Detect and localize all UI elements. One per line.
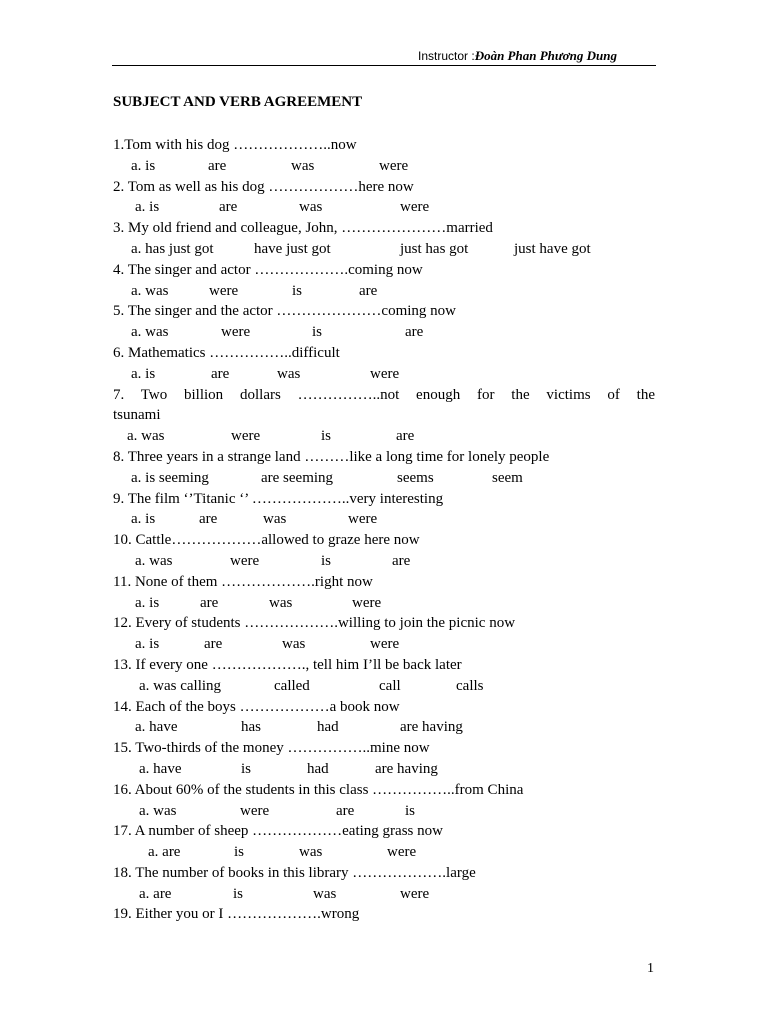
- answer-option: are: [359, 282, 378, 299]
- answer-option: are: [219, 199, 238, 216]
- answer-option: was: [282, 636, 306, 653]
- answer-option: calls: [456, 677, 484, 694]
- answer-option: had: [317, 719, 339, 736]
- question-text: 2. Tom as well as his dog ………………here now: [113, 178, 414, 195]
- answer-option: seem: [492, 469, 523, 486]
- answer-option: is: [321, 552, 332, 569]
- answer-options: [113, 801, 655, 822]
- answer-options: [113, 509, 655, 530]
- answer-option: is: [312, 324, 323, 341]
- answer-option: have just got: [254, 240, 331, 257]
- answer-option: were: [221, 324, 251, 341]
- answer-option: a. was calling: [139, 677, 222, 694]
- question-text: 8. Three years in a strange land ………like a long time for lonely people: [113, 448, 550, 465]
- answer-option: are: [396, 428, 415, 445]
- answer-option: seems: [397, 469, 434, 486]
- answer-option: a. has just got: [131, 240, 214, 257]
- answer-option: was: [299, 199, 323, 216]
- answer-options: [113, 884, 655, 905]
- answer-option: were: [348, 511, 378, 528]
- page-header: [418, 48, 654, 64]
- answer-option: was: [299, 844, 323, 861]
- answer-option: are: [199, 511, 218, 528]
- answer-option: are: [336, 802, 355, 819]
- answer-option: are: [405, 324, 424, 341]
- answer-option: were: [379, 157, 409, 174]
- question-text: 19. Either you or I ……………….wrong: [113, 906, 360, 923]
- answer-option: are having: [375, 760, 438, 777]
- answer-options: [113, 239, 655, 260]
- answer-options: [113, 468, 655, 489]
- answer-option: a. is: [131, 365, 156, 382]
- question-text: 12. Every of students ……………….willing to join the picnic now: [113, 615, 516, 632]
- answer-option: just have got: [514, 240, 591, 257]
- question-text: 17. A number of sheep ………………eating grass now: [113, 823, 443, 840]
- answer-option: a. is seeming: [131, 469, 209, 486]
- answer-option: a. was: [127, 428, 165, 445]
- answer-option: a. have: [135, 719, 178, 736]
- answer-option: a. are: [148, 844, 181, 861]
- answer-options: [113, 842, 655, 863]
- answer-option: a. was: [139, 802, 177, 819]
- instructor-name: Đoàn Phan Phương Dung: [474, 48, 617, 63]
- answer-option: is: [321, 428, 332, 445]
- answer-option: are: [200, 594, 219, 611]
- answer-option: are: [392, 552, 411, 569]
- instructor-label: Instructor :: [418, 49, 475, 63]
- answer-options: [113, 156, 655, 177]
- answer-option: a. is: [131, 511, 156, 528]
- answer-option: call: [379, 677, 401, 694]
- answer-option: were: [400, 199, 430, 216]
- question-text: 5. The singer and the actor …………………coming now: [113, 303, 456, 320]
- answer-options: [113, 281, 655, 302]
- answer-option: is: [233, 885, 244, 902]
- answer-option: has: [241, 719, 261, 736]
- answer-option: had: [307, 760, 329, 777]
- answer-option: were: [352, 594, 382, 611]
- document-title: SUBJECT AND VERB AGREEMENT: [113, 94, 363, 110]
- answer-option: a. is: [131, 157, 156, 174]
- answer-options: [113, 322, 655, 343]
- question-text: 7. Two billion dollars ……………..not enough for the victims of the: [113, 386, 655, 403]
- answer-options: [113, 197, 655, 218]
- question-text: 1.Tom with his dog ………………..now: [113, 137, 357, 153]
- answer-option: is: [405, 802, 416, 819]
- answer-option: are: [204, 636, 223, 653]
- answer-option: a. have: [139, 760, 182, 777]
- answer-option: were: [400, 885, 430, 902]
- answer-options: [113, 634, 655, 655]
- question-text: 3. My old friend and colleague, John, …………………married: [113, 220, 493, 237]
- answer-option: are having: [400, 719, 463, 736]
- answer-option: just has got: [400, 240, 469, 257]
- answer-option: was: [263, 511, 287, 528]
- question-text: 9. The film ‘’Titanic ‘’ ………………..very interesting: [113, 490, 444, 507]
- question-text: 11. None of them ……………….right now: [113, 573, 373, 590]
- answer-option: was: [313, 885, 337, 902]
- question-text: 4. The singer and actor ……………….coming now: [113, 261, 423, 278]
- answer-option: were: [230, 552, 260, 569]
- answer-option: a. are: [139, 885, 172, 902]
- question-text: 15. Two-thirds of the money ……………..mine now: [113, 740, 430, 757]
- answer-option: a. was: [135, 552, 173, 569]
- answer-options: [113, 551, 655, 572]
- answer-option: is: [292, 282, 303, 299]
- answer-option: were: [240, 802, 270, 819]
- header-rule: [112, 65, 656, 66]
- answer-option: is: [241, 760, 252, 777]
- question-list: [113, 135, 655, 925]
- answer-option: called: [274, 677, 310, 694]
- answer-option: are: [211, 365, 230, 382]
- question-text: 18. The number of books in this library ……………….large: [113, 864, 476, 881]
- answer-option: a. is: [135, 636, 160, 653]
- answer-option: were: [231, 428, 261, 445]
- page-number: 1: [647, 961, 654, 976]
- answer-option: a. is: [135, 199, 160, 216]
- answer-options: [113, 717, 655, 738]
- answer-option: were: [370, 365, 400, 382]
- answer-option: were: [387, 844, 417, 861]
- answer-option: were: [370, 636, 400, 653]
- answer-option: are: [208, 157, 227, 174]
- answer-options: [113, 676, 655, 697]
- answer-options: [113, 593, 655, 614]
- question-text: 16. About 60% of the students in this class ……………..from China: [113, 781, 524, 798]
- answer-option: a. was: [131, 324, 169, 341]
- answer-option: a. was: [131, 282, 169, 299]
- answer-option: is: [234, 844, 245, 861]
- answer-options: [113, 364, 655, 385]
- answer-option: was: [291, 157, 315, 174]
- question-text: 10. Cattle………………allowed to graze here now: [113, 532, 420, 549]
- answer-option: was: [277, 365, 301, 382]
- answer-options: [113, 759, 655, 780]
- question-text: 6. Mathematics ……………..difficult: [113, 344, 340, 361]
- question-text: 13. If every one ………………., tell him I’ll be back later: [113, 656, 462, 673]
- answer-option: was: [269, 594, 293, 611]
- answer-options: [113, 426, 655, 447]
- question-text-continued: tsunami: [113, 407, 161, 424]
- answer-option: a. is: [135, 594, 160, 611]
- answer-option: were: [209, 282, 239, 299]
- question-text: 14. Each of the boys ………………a book now: [113, 698, 400, 715]
- answer-option: are seeming: [261, 469, 334, 486]
